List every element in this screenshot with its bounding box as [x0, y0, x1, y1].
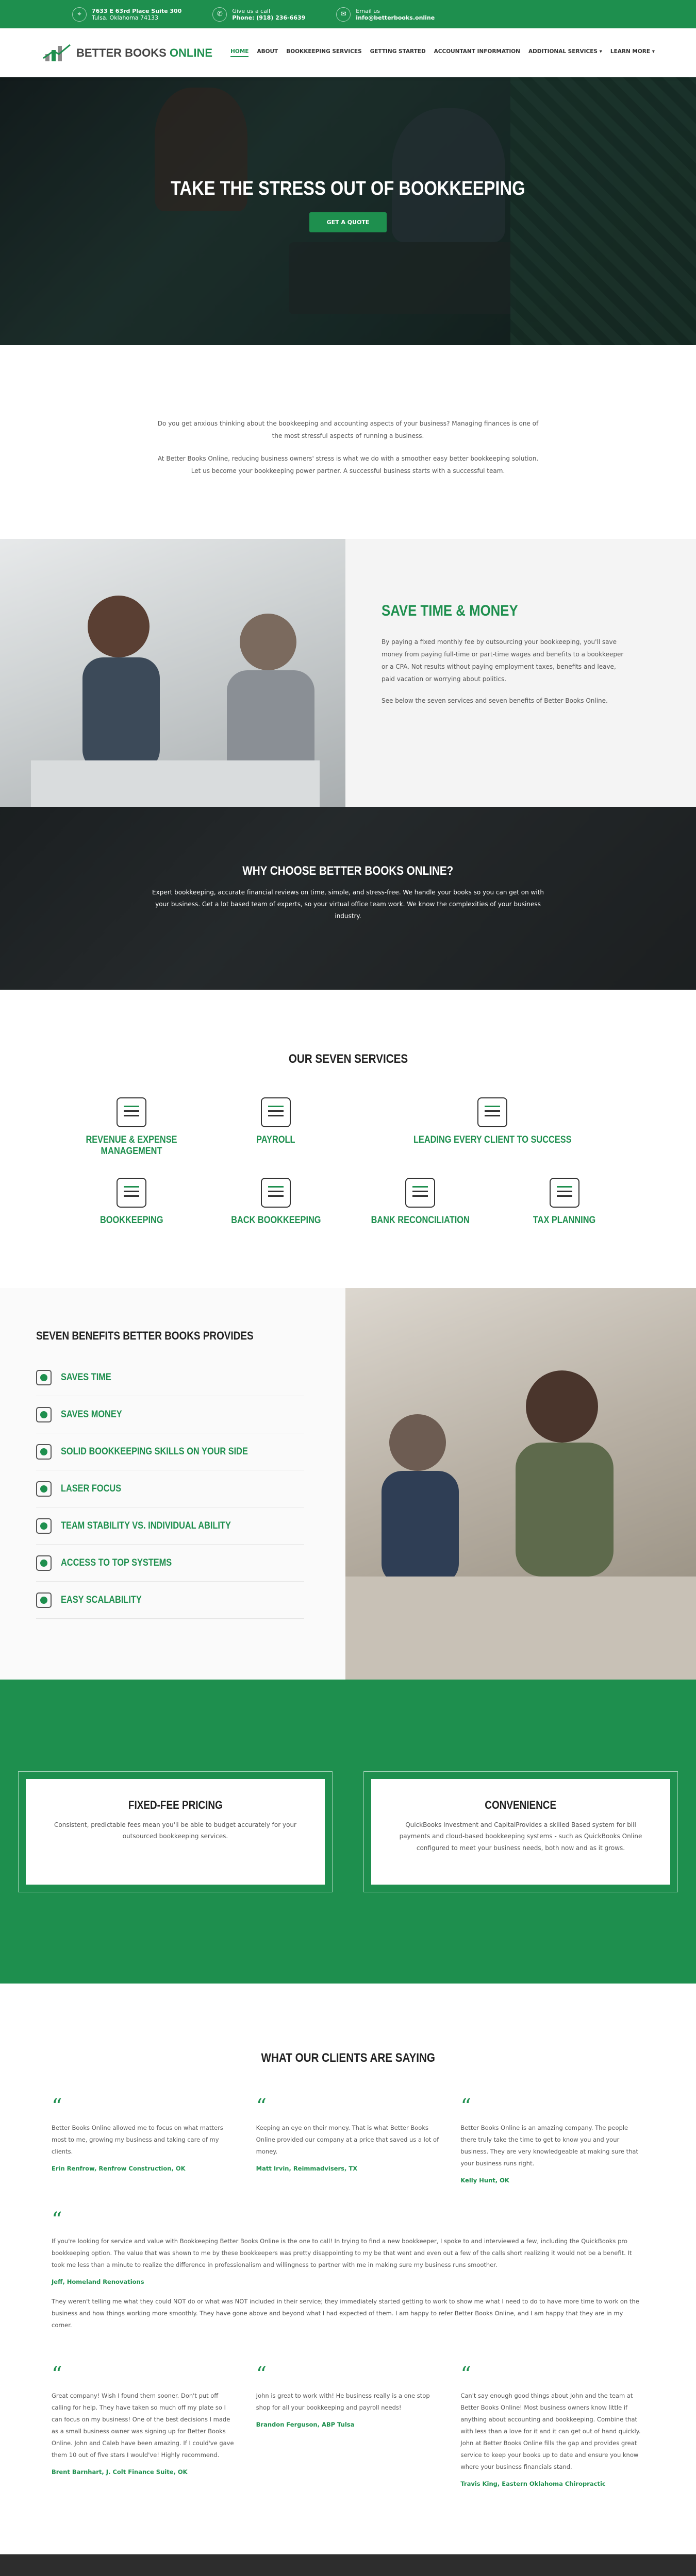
service-label: PAYROLL — [256, 1134, 295, 1145]
pricing-section — [0, 1680, 696, 1984]
testimonial-text: John is great to work with! He business really is a one stop shop for all your bookkeeping and payroll needs! — [256, 2392, 430, 2411]
service-item[interactable] — [204, 1097, 348, 1157]
benefit-label: EASY SCALABILITY — [61, 1594, 142, 1605]
testimonial-author: Brandon Ferguson, ABP Tulsa — [256, 2421, 355, 2428]
benefit-item — [36, 1582, 304, 1619]
nav-about[interactable]: ABOUT — [257, 48, 278, 55]
testimonial — [52, 2096, 236, 2184]
benefits-title: SEVEN BENEFITS BETTER BOOKS PROVIDES — [36, 1329, 254, 1342]
testimonial — [52, 2210, 644, 2338]
testimonial — [256, 2096, 440, 2184]
benefit-label: TEAM STABILITY VS. INDIVIDUAL ABILITY — [61, 1520, 231, 1531]
testimonial — [460, 2364, 644, 2487]
why-title: WHY CHOOSE BETTER BOOKS ONLINE? — [242, 864, 454, 878]
service-item[interactable] — [348, 1097, 637, 1157]
team-icon — [36, 1518, 52, 1534]
testimonial-text: They weren't telling me what they could NOT do or what was NOT included in their service; they immediately started getting to work to show me what I need to do to have more time to work on the business and how things working more smoothly. They have gone above and beyond what I had expected of them. I am happy to refer Better Books Online, and I am happy that they are in my corner. — [52, 2298, 639, 2329]
testimonial-author: Travis King, Eastern Oklahoma Chiropractic — [460, 2480, 606, 2487]
location-icon: ⌖ — [72, 7, 87, 22]
call-block[interactable] — [212, 7, 305, 22]
service-label: LEADING EVERY CLIENT TO SUCCESS — [413, 1134, 572, 1145]
service-label: BANK RECONCILIATION — [371, 1215, 470, 1226]
address-line-2: Tulsa, Oklahoma 74133 — [92, 14, 159, 21]
network-icon — [405, 1178, 435, 1208]
benefits-list — [0, 1288, 345, 1680]
save-time-paragraph: By paying a fixed monthly fee by outsourcing your bookkeeping, you'll save money from paying full-time or part-time wages and benefits to a bookkeeper or a CPA. Not results without paying employment taxes, benefits and leave, paid vacation or worrying about politics. — [382, 638, 624, 683]
address-block — [72, 7, 181, 22]
service-item[interactable] — [204, 1178, 348, 1226]
save-time-paragraph: See below the seven services and seven benefits of Better Books Online. — [382, 697, 608, 704]
document-icon — [117, 1097, 146, 1127]
call-label: Give us a call — [232, 7, 271, 14]
services-section — [0, 990, 696, 1288]
intro-paragraph: At Better Books Online, reducing business owners' stress is what we do with a smoother easy better bookkeeping solution. Let us become your bookkeeping power partner. A successful business starts with a successful team. — [157, 455, 539, 474]
meeting-photo-art — [345, 1288, 696, 1680]
logo-icon — [41, 43, 72, 63]
testimonial-row — [52, 2096, 644, 2184]
testimonial-row — [52, 2364, 644, 2487]
service-label: REVENUE & EXPENSE MANAGEMENT — [86, 1134, 177, 1157]
email-block[interactable] — [336, 7, 435, 22]
testimonial — [52, 2364, 236, 2487]
quote-icon: “ — [256, 2095, 267, 2119]
nav-bookkeeping-services[interactable]: BOOKKEEPING SERVICES — [286, 48, 362, 55]
hero-content — [0, 178, 696, 232]
video-section — [0, 2554, 696, 2576]
benefits-section — [0, 1288, 696, 1680]
meeting-photo — [345, 1288, 696, 1680]
benefit-label: SAVES MONEY — [61, 1409, 122, 1420]
intro-paragraph: Do you get anxious thinking about the bookkeeping and accounting aspects of your business? Managing finances is one of the most stressful aspects of running a business. — [157, 420, 539, 439]
testimonial-text: Can't say enough good things about John and the team at Better Books Online! Most business owners know little if anything about accounting and bookkeeping. Combine that with less than a love for it and it can get out of hand quickly. John at Better Books Online fills the gap and provides great service to keep your books up to date and ensure you know where your business financials stand. — [460, 2392, 641, 2470]
benefit-item — [36, 1359, 304, 1396]
service-label: BOOKKEEPING — [100, 1215, 163, 1226]
benefit-label: SAVES TIME — [61, 1371, 111, 1383]
services-title: OUR SEVEN SERVICES — [288, 1052, 408, 1066]
office-photo-art — [0, 539, 345, 807]
save-time-text — [345, 539, 696, 807]
testimonial-text: Great company! Wish I found them sooner. Don't put off calling for help. They have taken so much off my plate so I can focus on my business! One of the best decisions I made as a small business owner was signing up for Better Books Online. John and Caleb have been amazing. If I could've gave them 10 out of five stars I would've! Highly recommend. — [52, 2392, 234, 2459]
phone-icon: ✆ — [212, 7, 227, 22]
testimonials-section — [0, 1984, 696, 2554]
nav-learn-more[interactable]: LEARN MORE ▾ — [610, 48, 655, 55]
pricing-card-title: FIXED-FEE PRICING — [128, 1798, 223, 1811]
nav-home[interactable]: HOME — [230, 48, 248, 57]
header — [0, 28, 696, 77]
piggy-bank-icon — [36, 1407, 52, 1422]
testimonial — [460, 2096, 644, 2184]
testimonial-author: Matt Irvin, Reimmadvisers, TX — [256, 2165, 358, 2172]
top-bar — [0, 0, 696, 28]
benefit-item — [36, 1433, 304, 1470]
ledger-icon — [117, 1178, 146, 1208]
mail-icon: ✉ — [336, 7, 351, 22]
intro-section — [0, 345, 696, 539]
pricing-card — [363, 1771, 678, 1892]
testimonial-text: Better Books Online is an amazing company. The people there truly take the time to get to know you and your business. They are very knowledgeable at making sure that your business runs right. — [460, 2124, 638, 2167]
service-label: BACK BOOKKEEPING — [230, 1215, 321, 1226]
address-line-1: 7633 E 63rd Place Suite 300 — [92, 7, 182, 14]
service-item[interactable] — [492, 1178, 637, 1226]
benefit-label: LASER FOCUS — [61, 1483, 122, 1494]
service-label: TAX PLANNING — [533, 1215, 596, 1226]
target-icon — [36, 1481, 52, 1497]
benefit-label: SOLID BOOKKEEPING SKILLS ON YOUR SIDE — [61, 1446, 248, 1457]
quote-icon: “ — [52, 2095, 62, 2119]
email-label: Email us — [356, 7, 380, 14]
service-item[interactable] — [59, 1178, 204, 1226]
server-icon — [36, 1555, 52, 1571]
testimonial-author: Kelly Hunt, OK — [460, 2177, 509, 2184]
quote-icon: “ — [256, 2363, 267, 2386]
testimonial-author: Erin Renfrow, Renfrow Construction, OK — [52, 2165, 186, 2172]
benefit-label: ACCESS TO TOP SYSTEMS — [61, 1557, 172, 1568]
nav-additional-services[interactable]: ADDITIONAL SERVICES ▾ — [528, 48, 602, 55]
why-choose-section — [0, 807, 696, 990]
pricing-card-text: Consistent, predictable fees mean you'll be able to budget accurately for your outsourced bookkeeping services. — [54, 1821, 296, 1840]
benefit-item — [36, 1396, 304, 1433]
testimonial-text: If you're looking for service and value with Bookkeeping Better Books Online is the one to call! In trying to find a new bookkeeper, I spoke to and interviewed a few, including the QuickBooks pro bookkeeping option. The value that was shown to me by these bookkeepers was pretty disappointing to my be that went and even out a few of the calls short realizing it would not be a benefit. It took me less than a minute to realize the difference in professionalism and willingness to partner with me in making sure my business runs smoother. — [52, 2238, 632, 2268]
pricing-card — [18, 1771, 333, 1892]
nav-getting-started[interactable]: GETTING STARTED — [370, 48, 426, 55]
service-item[interactable] — [59, 1097, 204, 1157]
email-value[interactable]: info@betterbooks.online — [356, 14, 435, 21]
hero-title: TAKE THE STRESS OUT OF BOOKKEEPING — [171, 178, 525, 199]
testimonial-text: Keeping an eye on their money. That is what Better Books Online provided our company at a price that saved us a lot of money. — [256, 2124, 439, 2155]
why-text: Expert bookkeeping, accurate financial reviews on time, simple, and stress-free. We handle your books so you can get on with your business. Get a lot based team of experts, so your virtual office team work. We know the complexities of your business industry. — [152, 889, 544, 920]
why-content — [0, 863, 696, 922]
history-icon — [261, 1178, 291, 1208]
service-item[interactable] — [348, 1178, 492, 1226]
chart-icon — [477, 1097, 507, 1127]
testimonial-author: Brent Barnhart, J. Colt Finance Suite, OK — [52, 2468, 188, 2476]
clock-icon — [36, 1370, 52, 1385]
services-grid — [59, 1097, 637, 1226]
growth-icon — [36, 1592, 52, 1608]
call-value[interactable]: Phone: (918) 236-6639 — [232, 14, 306, 21]
pricing-card-text: QuickBooks Investment and CapitalProvides a skilled Based system for bill payments and cloud-based bookkeeping systems - such as QuickBooks Online configured to meet your business needs, both now and as it grows. — [399, 1821, 642, 1852]
get-quote-button[interactable]: GET A QUOTE — [309, 212, 387, 232]
quote-icon: “ — [52, 2363, 62, 2386]
benefit-item — [36, 1545, 304, 1582]
office-photo — [0, 539, 345, 807]
main-nav — [230, 48, 655, 57]
books-icon — [36, 1444, 52, 1460]
quote-icon: “ — [460, 2363, 471, 2386]
testimonials-title: WHAT OUR CLIENTS ARE SAYING — [261, 2051, 435, 2065]
nav-accountant-information[interactable]: ACCOUNTANT INFORMATION — [434, 48, 520, 55]
money-bag-icon — [261, 1097, 291, 1127]
testimonial-text: Better Books Online allowed me to focus on what matters most to me, growing my business and taking care of my clients. — [52, 2124, 223, 2155]
quote-icon: “ — [460, 2095, 471, 2119]
testimonial — [256, 2364, 440, 2487]
benefit-item — [36, 1470, 304, 1507]
save-time-section — [0, 539, 696, 807]
pricing-card-title: CONVENIENCE — [485, 1798, 557, 1811]
testimonial-author: Jeff, Homeland Renovations — [52, 2278, 144, 2285]
logo-text: BETTER BOOKS ONLINE — [76, 46, 213, 59]
benefit-item — [36, 1507, 304, 1545]
calculator-icon — [550, 1178, 579, 1208]
quote-icon: “ — [52, 2208, 62, 2232]
hero-section — [0, 77, 696, 345]
site-logo[interactable] — [41, 43, 212, 63]
testimonial-wide — [52, 2210, 644, 2338]
save-time-title: SAVE TIME & MONEY — [382, 602, 518, 619]
